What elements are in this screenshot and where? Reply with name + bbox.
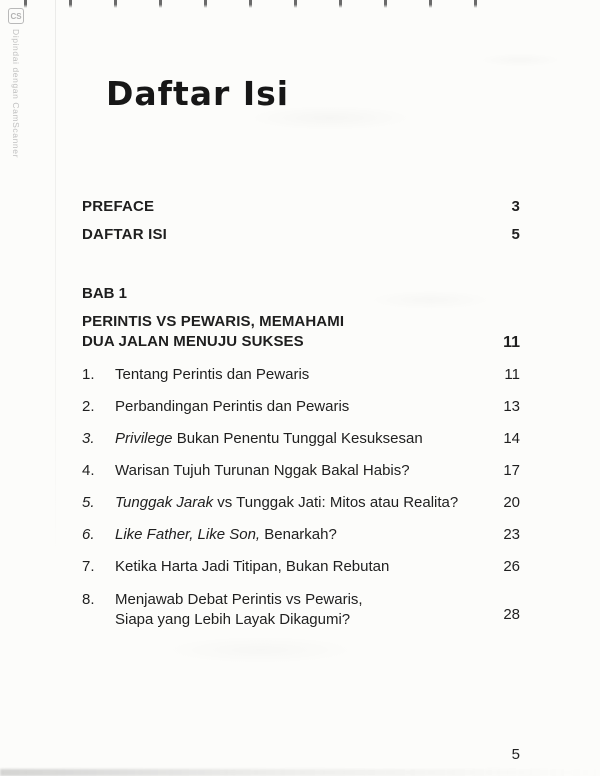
chapter-title [82,312,344,352]
toc-page-number: 5 [511,225,520,243]
item-page-number: 26 [503,557,520,575]
toc-item-4 [82,462,520,480]
chapter-page-number: 11 [503,333,520,351]
item-number: 2. [82,397,95,415]
toc-item-3 [82,430,520,448]
chapter-title-row [82,312,520,352]
toc-page-number: 3 [511,197,520,215]
item-number: 3. [82,429,95,447]
item-page-number: 14 [503,429,520,447]
item-title: Tunggak Jarak vs Tunggak Jati: Mitos atau Realita? [115,493,459,511]
item-page-number: 13 [503,397,520,415]
item-title: Warisan Tujuh Turunan Nggak Bakal Habis? [115,461,410,479]
page-footer-number: 5 [511,746,520,763]
toc-item-2 [82,398,520,416]
item-page-number: 20 [503,493,520,511]
item-title: Perbandingan Perintis dan Pewaris [115,397,350,415]
item-title: Like Father, Like Son, Benarkah? [115,525,337,543]
camscanner-logo-icon: CS [8,8,24,24]
toc-label: DAFTAR ISI [82,225,168,243]
item-title: Tentang Perintis dan Pewaris [115,365,310,383]
item-page-number: 11 [504,365,520,383]
item-title: Ketika Harta Jadi Titipan, Bukan Rebutan [115,557,390,575]
item-number: 4. [82,461,95,479]
toc-item-5 [82,494,520,512]
item-title: Privilege Bukan Penentu Tunggal Kesuksesan [115,429,423,447]
item-number: 6. [82,525,95,543]
item-title: Menjawab Debat Perintis vs Pewaris, Siapa yang Lebih Layak Dikagumi? [115,590,363,628]
item-number: 1. [82,365,95,383]
item-page-number: 17 [503,461,520,479]
toc-label: PREFACE [82,197,155,215]
chapter-title-line2: DUA JALAN MENUJU SUKSES [82,332,304,350]
item-number: 8. [82,590,95,608]
item-page-number: 23 [503,525,520,543]
toc-item-6 [82,526,520,544]
toc-row-preface [82,198,520,216]
chapter-label: BAB 1 [82,284,128,302]
item-page-number: 28 [503,605,520,623]
chapter-title-line1: PERINTIS VS PEWARIS, MEMAHAMI [82,312,345,330]
toc-item-1 [82,366,520,384]
toc-item-8 [82,590,520,630]
toc-row-daftar-isi [82,226,520,244]
item-number: 7. [82,557,95,575]
page-title: Daftar Isi [106,74,290,113]
camscanner-watermark-text: Dipindai dengan CamScanner [11,29,21,159]
item-number: 5. [82,493,95,511]
toc-item-7 [82,558,520,576]
